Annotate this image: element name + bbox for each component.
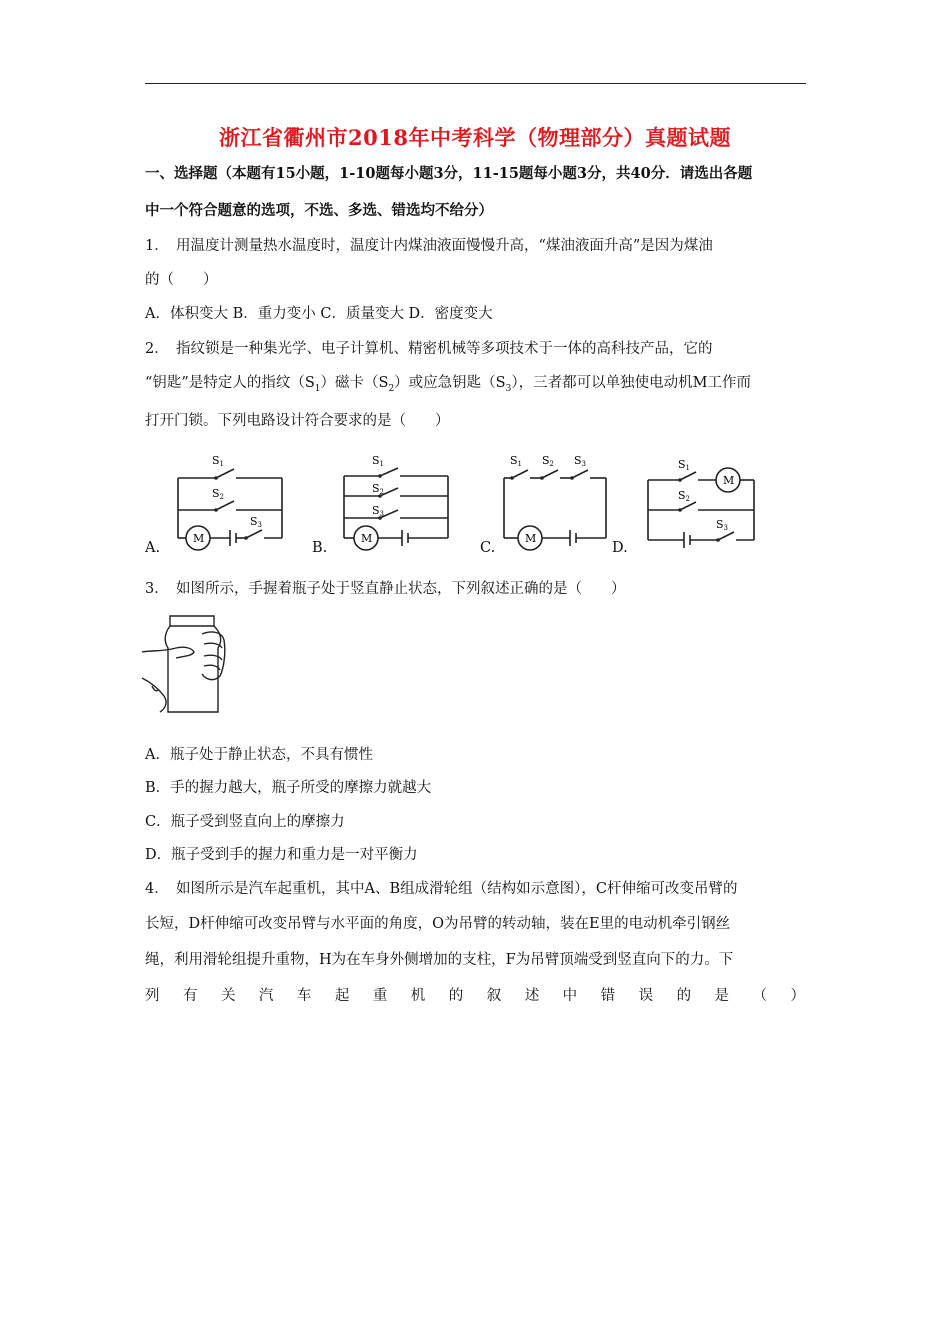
q2-line2: “钥匙”是特定人的指纹$(S_1)$磁卡$(S_2)$或应急钥匙$(S_3)$，三者都可以单独使电动机M工作而 — [145, 375, 751, 394]
q4-line2: 长短，D杆伸缩可改变吊臂与水平面的角度，O为吊臂的转动轴，装在E里的电动机牵引钢丝 — [145, 916, 731, 932]
q1-line2: 的（ ） — [145, 272, 218, 288]
q3-option-a: A．瓶子处于静止状态，不具有惯性 — [145, 747, 373, 763]
q3-option-d: D．瓶子受到手的握力和重力是一对平衡力 — [145, 847, 418, 863]
circuit-a-s2: S2 — [212, 487, 225, 501]
circuit-c-s1: S1 — [510, 454, 523, 468]
hand-bottle-illustration — [140, 612, 230, 717]
q4-line1: 4． 如图所示是汽车起重机，其中A、B组成滑轮组（结构如示意图），C杆伸缩可改变吊臂的 — [145, 881, 738, 897]
page-title: 浙江省衢州市2018年中考科学（物理部分）真题试题 — [219, 125, 731, 150]
circuit-b-s2: S2 — [372, 482, 385, 496]
circuit-d-motor: M — [723, 474, 735, 487]
circuit-a-diagram — [170, 452, 290, 554]
circuit-b-s1: S1 — [372, 454, 385, 468]
circuit-b-motor: M — [361, 532, 373, 545]
circuit-a-motor: M — [193, 532, 205, 545]
q3-option-c: C．瓶子受到竖直向上的摩擦力 — [145, 814, 345, 830]
circuit-a-s1: S1 — [212, 454, 225, 468]
circuit-a-s3: S3 — [250, 515, 263, 529]
q3-option-b: B．手的握力越大，瓶子所受的摩擦力就越大 — [145, 780, 432, 796]
circuit-c-diagram — [498, 452, 618, 554]
q4-line3: 绳，利用滑轮组提升重物，H为在车身外侧增加的支柱，F为吊臂顶端受到竖直向下的力。下 — [145, 952, 734, 968]
circuit-d-s3: S3 — [716, 518, 729, 532]
q2-line1: 2． 指纹锁是一种集光学、电子计算机、精密机械等多项技术于一体的高科技产品，它的 — [145, 341, 713, 357]
circuit-d-label: D. — [612, 540, 628, 556]
circuit-d-s2: S2 — [678, 489, 691, 503]
circuit-d-s1: S1 — [678, 458, 691, 472]
circuit-a-label: A. — [145, 540, 161, 556]
q1-line1: 1． 用温度计测量热水温度时，温度计内煤油液面慢慢升高，“煤油液面升高”是因为煤油 — [145, 238, 713, 254]
section-heading-line1: 一、选择题（本题有15小题，1-10题每小题3分，11-15题每小题3分，共40分．请选出各题 — [145, 165, 753, 182]
circuit-b-label: B. — [312, 540, 328, 556]
q2-line3: 打开门锁。下列电路设计符合要求的是（ ） — [145, 413, 450, 429]
section-heading-line2: 中一个符合题意的选项，不选、多选、错选均不给分） — [145, 202, 493, 219]
circuit-c-s3: S3 — [574, 454, 587, 468]
header-rule — [145, 83, 806, 84]
q1-options: A．体积变大 B．重力变小 C．质量变大 D．密度变大 — [145, 306, 493, 322]
circuit-c-label: C. — [480, 540, 496, 556]
circuit-c-s2: S2 — [542, 454, 555, 468]
q3-line1: 3． 如图所示，手握着瓶子处于竖直静止状态，下列叙述正确的是（ ） — [145, 581, 626, 597]
q4-line4: 列 有 关 汽 车 起 重 机 的 叙 述 中 错 误 的 是 （ ） — [145, 988, 805, 1004]
circuit-b-s3: S3 — [372, 504, 385, 518]
circuit-c-motor: M — [525, 532, 537, 545]
circuit-d-diagram — [640, 452, 760, 554]
circuit-b-diagram — [336, 452, 456, 554]
